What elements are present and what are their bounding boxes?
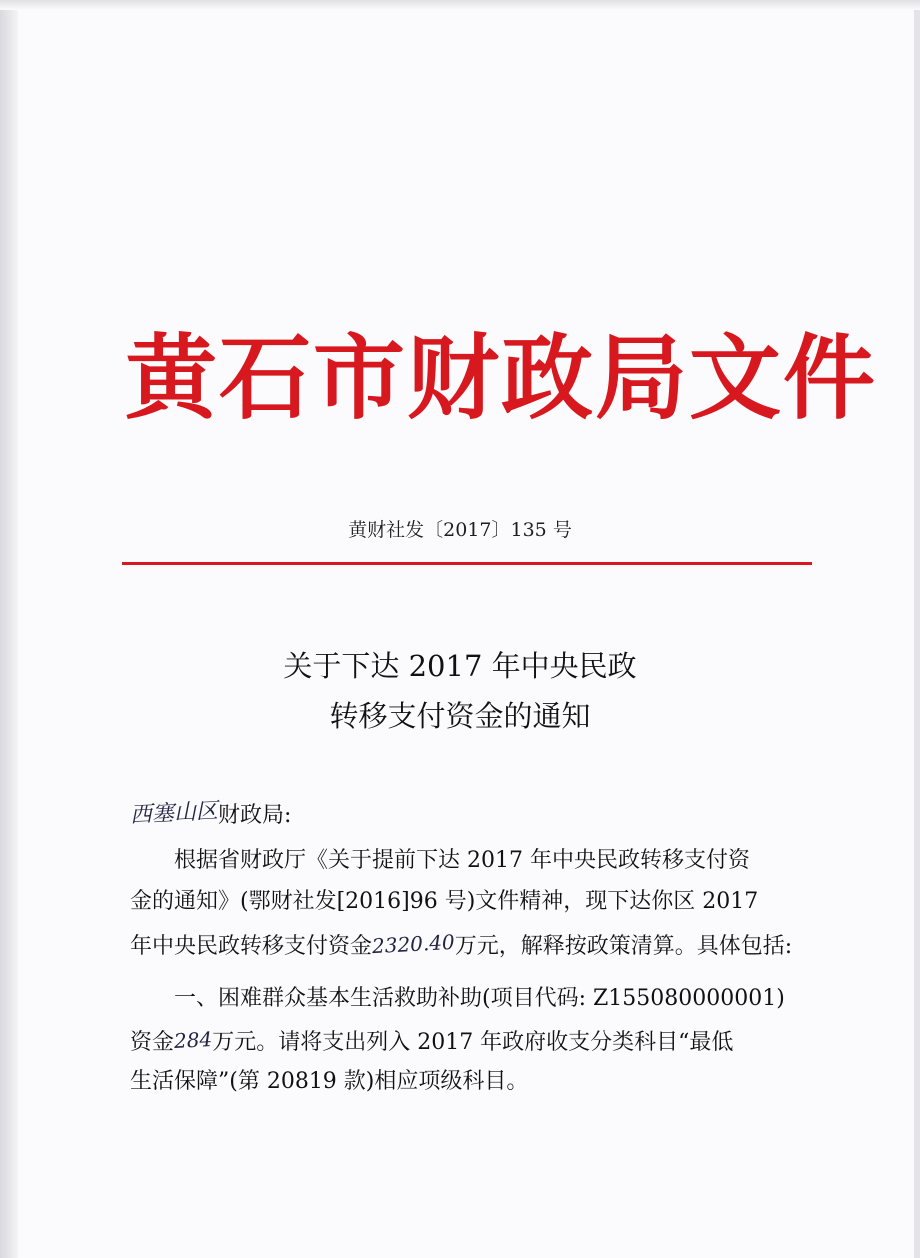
document-number: 黄财社发〔2017〕135 号: [348, 519, 572, 541]
body-para1-line2: 金的通知》(鄂财社发[2016]96 号)文件精神，现下达你区 2017: [130, 889, 759, 914]
scan-edge-top: [0, 0, 920, 10]
notice-title-line2: 转移支付资金的通知: [329, 699, 591, 733]
body-para1-line3-pre: 年中央民政转移支付资金: [130, 934, 373, 959]
body-para2-line2: [130, 1023, 810, 1060]
addressee-line: [130, 797, 810, 833]
handwritten-total-amount: 2320.40: [371, 929, 456, 959]
body-para2-line2-post: 万元。请将支出列入 2017 年政府收支分类科目“最低: [212, 1030, 734, 1055]
handwritten-item-amount: 284: [173, 1027, 213, 1053]
addressee-suffix: 财政局:: [218, 803, 292, 828]
scan-edge-right: [914, 0, 920, 1258]
body-para2-line2-pre: 资金: [130, 1030, 175, 1055]
red-separator-rule: [122, 562, 812, 565]
notice-title-line1: 关于下达 2017 年中央民政: [283, 649, 637, 683]
letterhead-title: 黄石市财政局文件: [125, 324, 878, 432]
body-para1-line3: [130, 927, 810, 964]
body-para2-line1: 一、困难群众基本生活救助补助(项目代码: Z155080000001): [174, 986, 785, 1011]
handwritten-addressee: 西塞山区: [129, 798, 219, 829]
body-para1-line3-post: 万元，解释按政策清算。具体包括:: [454, 934, 793, 959]
body-para1-line1: 根据省财政厅《关于提前下达 2017 年中央民政转移支付资: [174, 848, 750, 873]
body-para2-line3: 生活保障”(第 20819 款)相应项级科目。: [130, 1069, 529, 1094]
scan-edge-left: [0, 0, 18, 1258]
